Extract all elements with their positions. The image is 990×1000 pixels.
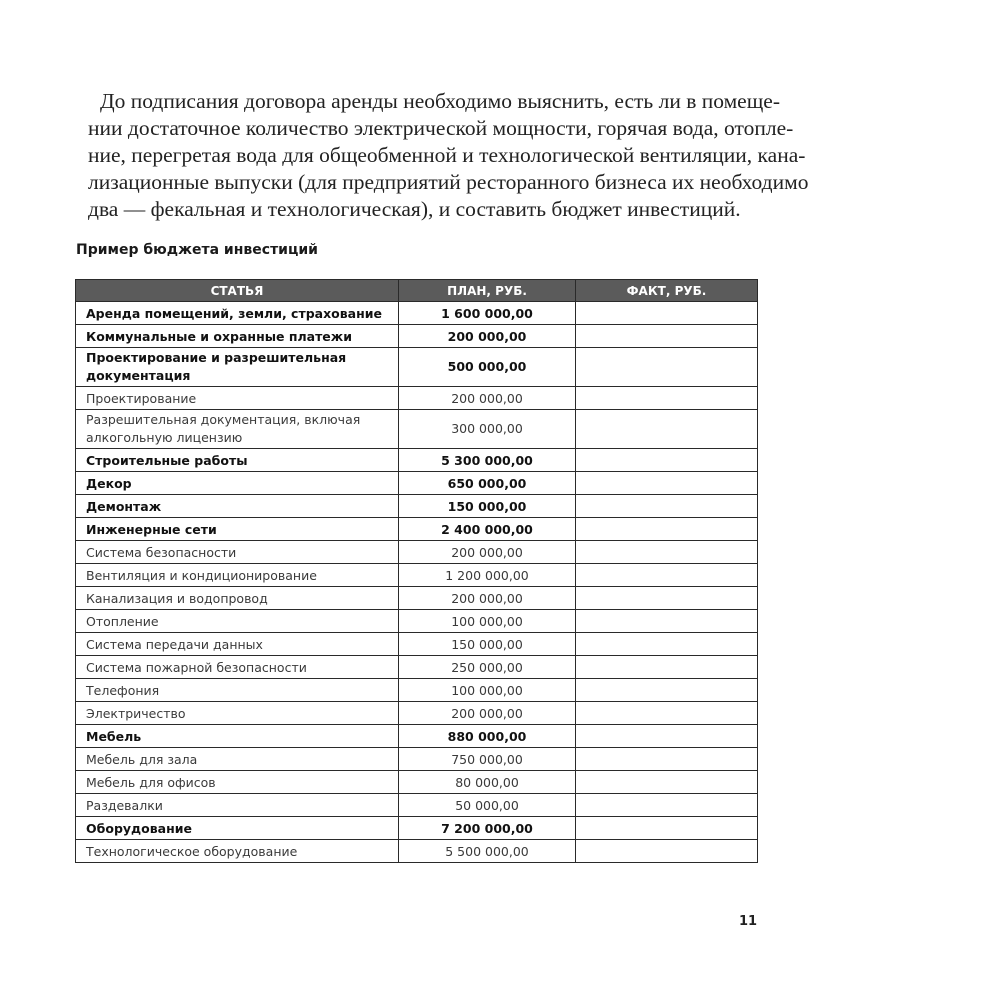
paragraph-line: лизационные выпуски (для предприятий ресторанного бизнеса их необходимо <box>88 170 809 194</box>
cell-plan: 650 000,00 <box>399 472 576 495</box>
cell-plan: 200 000,00 <box>399 541 576 564</box>
cell-fact <box>576 610 758 633</box>
table-row <box>76 748 758 771</box>
cell-plan: 1 200 000,00 <box>399 564 576 587</box>
cell-fact <box>576 449 758 472</box>
cell-plan: 200 000,00 <box>399 387 576 410</box>
paragraph-line: ние, перегретая вода для общеобменной и технологической вентиляции, кана- <box>88 143 806 167</box>
table-row <box>76 518 758 541</box>
cell-item: Разрешительная документация, включая алкогольную лицензию <box>76 410 399 449</box>
table-row <box>76 656 758 679</box>
table-row <box>76 302 758 325</box>
table-caption: Пример бюджета инвестиций <box>76 242 318 258</box>
cell-fact <box>576 325 758 348</box>
table-body <box>76 302 758 863</box>
header-fact: ФАКТ, РУБ. <box>576 280 758 302</box>
cell-fact <box>576 817 758 840</box>
table-row <box>76 325 758 348</box>
cell-item: Строительные работы <box>76 449 399 472</box>
cell-item: Инженерные сети <box>76 518 399 541</box>
cell-fact <box>576 302 758 325</box>
paragraph-line: нии достаточное количество электрической мощности, горячая вода, отопле- <box>88 116 794 140</box>
header-item: СТАТЬЯ <box>76 280 399 302</box>
cell-fact <box>576 840 758 863</box>
cell-item: Коммунальные и охранные платежи <box>76 325 399 348</box>
cell-item: Канализация и водопровод <box>76 587 399 610</box>
cell-item: Система передачи данных <box>76 633 399 656</box>
table-row <box>76 348 758 387</box>
cell-plan: 880 000,00 <box>399 725 576 748</box>
cell-plan: 200 000,00 <box>399 587 576 610</box>
cell-item: Аренда помещений, земли, страхование <box>76 302 399 325</box>
cell-plan: 200 000,00 <box>399 325 576 348</box>
cell-plan: 250 000,00 <box>399 656 576 679</box>
table-row <box>76 633 758 656</box>
cell-item: Проектирование и разрешительная документация <box>76 348 399 387</box>
paragraph-line: два — фекальная и технологическая), и составить бюджет инвестиций. <box>88 197 741 221</box>
cell-fact <box>576 518 758 541</box>
cell-fact <box>576 564 758 587</box>
cell-plan: 2 400 000,00 <box>399 518 576 541</box>
header-plan: ПЛАН, РУБ. <box>399 280 576 302</box>
table-row <box>76 725 758 748</box>
cell-item: Система пожарной безопасности <box>76 656 399 679</box>
page-number: 11 <box>739 914 758 929</box>
cell-fact <box>576 656 758 679</box>
cell-fact <box>576 472 758 495</box>
table-row <box>76 771 758 794</box>
cell-plan: 100 000,00 <box>399 610 576 633</box>
cell-fact <box>576 387 758 410</box>
cell-plan: 100 000,00 <box>399 679 576 702</box>
table-row <box>76 702 758 725</box>
table-row <box>76 610 758 633</box>
table-row <box>76 387 758 410</box>
cell-plan: 80 000,00 <box>399 771 576 794</box>
cell-item: Мебель для зала <box>76 748 399 771</box>
cell-item: Раздевалки <box>76 794 399 817</box>
cell-fact <box>576 348 758 387</box>
table-row <box>76 495 758 518</box>
paragraph-line: До подписания договора аренды необходимо выяснить, есть ли в помеще- <box>100 89 780 113</box>
cell-fact <box>576 679 758 702</box>
table-row <box>76 679 758 702</box>
cell-plan: 200 000,00 <box>399 702 576 725</box>
cell-item: Телефония <box>76 679 399 702</box>
table-row <box>76 587 758 610</box>
cell-fact <box>576 748 758 771</box>
cell-plan: 750 000,00 <box>399 748 576 771</box>
cell-item: Проектирование <box>76 387 399 410</box>
cell-plan: 5 500 000,00 <box>399 840 576 863</box>
cell-item: Электричество <box>76 702 399 725</box>
cell-fact <box>576 410 758 449</box>
cell-item: Декор <box>76 472 399 495</box>
cell-item: Демонтаж <box>76 495 399 518</box>
cell-plan: 1 600 000,00 <box>399 302 576 325</box>
cell-item: Отопление <box>76 610 399 633</box>
cell-item: Оборудование <box>76 817 399 840</box>
cell-plan: 500 000,00 <box>399 348 576 387</box>
cell-item: Вентиляция и кондиционирование <box>76 564 399 587</box>
cell-plan: 150 000,00 <box>399 495 576 518</box>
cell-fact <box>576 541 758 564</box>
cell-item: Мебель для офисов <box>76 771 399 794</box>
cell-fact <box>576 725 758 748</box>
body-paragraph <box>88 88 809 223</box>
table-header-row <box>76 280 758 302</box>
table-row <box>76 472 758 495</box>
cell-plan: 150 000,00 <box>399 633 576 656</box>
table-row <box>76 410 758 449</box>
cell-plan: 50 000,00 <box>399 794 576 817</box>
cell-item: Система безопасности <box>76 541 399 564</box>
table-row <box>76 817 758 840</box>
table-row <box>76 564 758 587</box>
cell-item: Мебель <box>76 725 399 748</box>
cell-fact <box>576 771 758 794</box>
cell-plan: 300 000,00 <box>399 410 576 449</box>
cell-fact <box>576 587 758 610</box>
table-row <box>76 449 758 472</box>
cell-plan: 7 200 000,00 <box>399 817 576 840</box>
cell-item: Технологическое оборудование <box>76 840 399 863</box>
cell-fact <box>576 495 758 518</box>
table-row <box>76 840 758 863</box>
cell-fact <box>576 794 758 817</box>
cell-plan: 5 300 000,00 <box>399 449 576 472</box>
cell-fact <box>576 633 758 656</box>
table-row <box>76 541 758 564</box>
table-row <box>76 794 758 817</box>
cell-fact <box>576 702 758 725</box>
budget-table <box>75 279 758 863</box>
